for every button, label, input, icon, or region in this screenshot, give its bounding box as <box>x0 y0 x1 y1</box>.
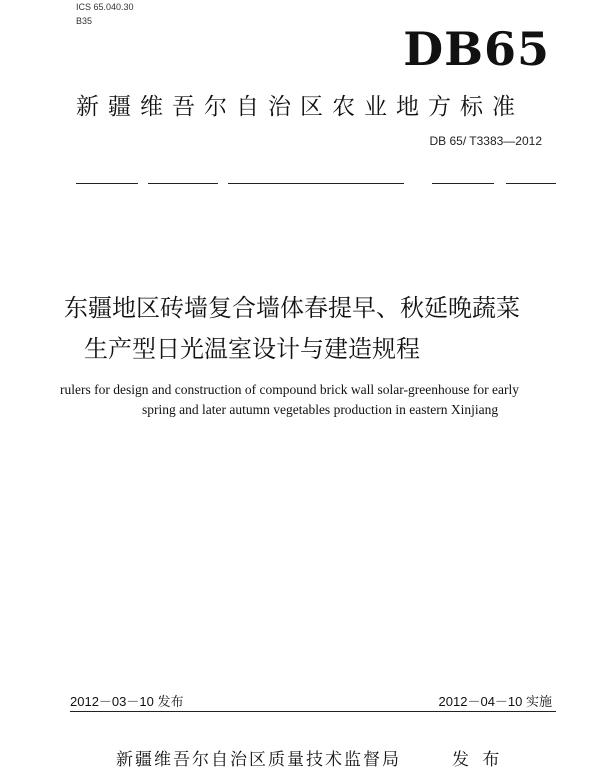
issue-date: 2012－03－10 发布 <box>70 694 184 709</box>
standard-type-heading: 新疆维吾尔自治区农业地方标准 <box>76 94 524 120</box>
issue-label: 发 布 <box>452 750 504 770</box>
title-chinese-line-2: 生产型日光温室设计与建造规程 <box>84 335 420 363</box>
issuing-authority: 新疆维吾尔自治区质量技术监督局 <box>116 750 401 770</box>
ics-code: ICS 65.040.30 <box>76 2 134 12</box>
ccs-code: B35 <box>76 16 93 26</box>
title-english-line-1: rulers for design and construction of compound brick wall solar-greenhouse for early <box>60 382 519 397</box>
db65-logo: DB65 <box>403 22 550 76</box>
title-chinese-line-1: 东疆地区砖墙复合墙体春提早、秋延晚蔬菜 <box>64 294 520 322</box>
standard-number: DB 65/ T3383—2012 <box>429 134 542 148</box>
title-english-line-2: spring and later autumn vegetables production in eastern Xinjiang <box>142 402 499 417</box>
implementation-date: 2012－04－10 实施 <box>438 694 552 709</box>
